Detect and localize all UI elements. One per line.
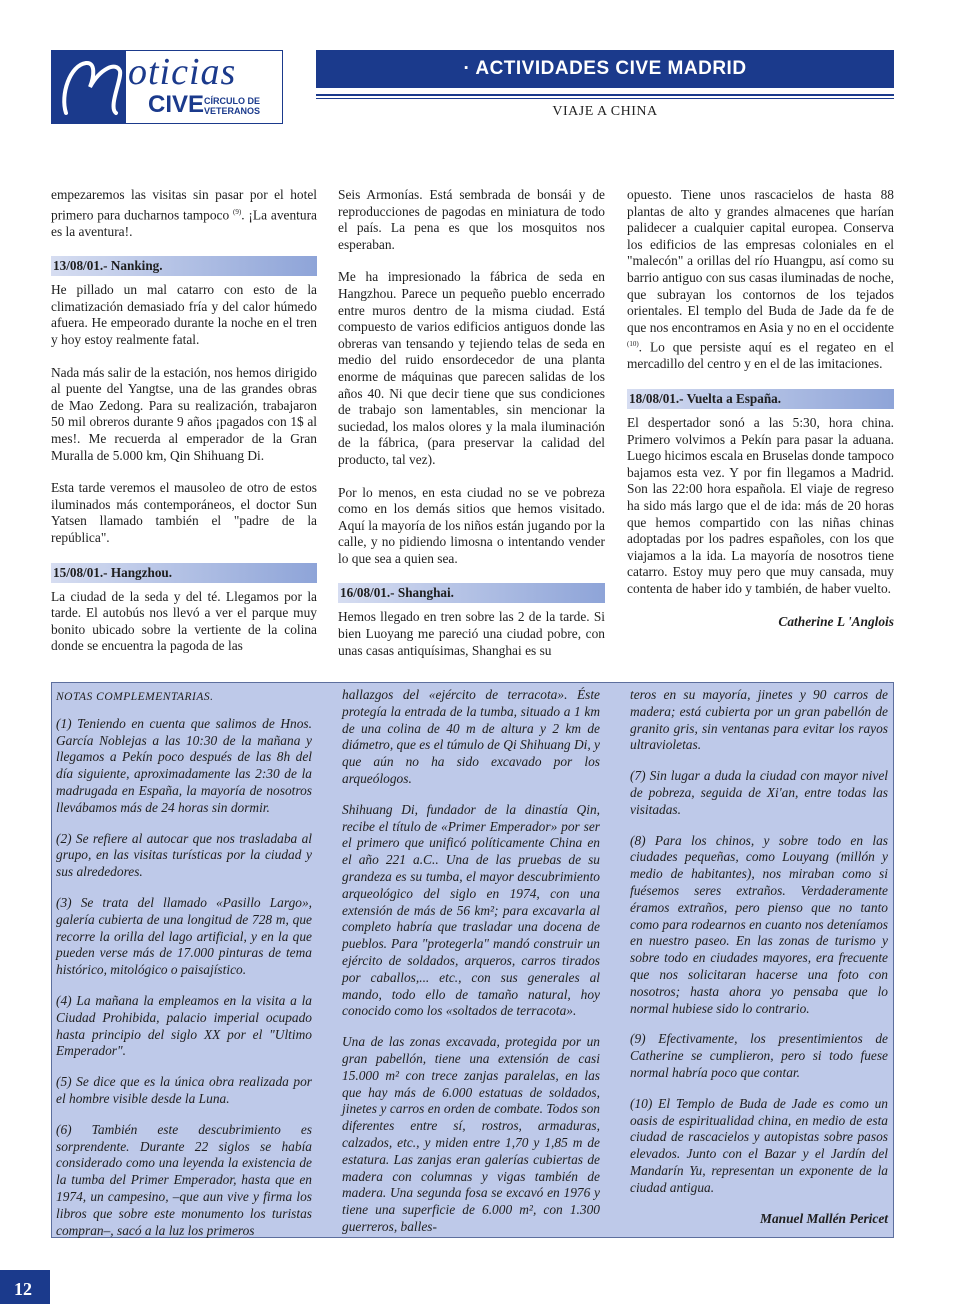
notes-column-2 — [342, 687, 600, 1236]
notes-column-3 — [630, 687, 888, 1227]
header-rule-bottom — [316, 98, 894, 99]
note: (4) La mañana la empleamos en la visita a la Ciudad Prohibida, palacio imperial ocupado hasta principio del siglo XX por el "Ultimo Emperador". — [56, 992, 312, 1059]
date-heading: 16/08/01.- Shanghai. — [338, 583, 605, 603]
magazine-logo — [51, 50, 283, 124]
header-rule-top — [316, 94, 894, 96]
logo-circulo — [204, 96, 260, 116]
note: (1) Teniendo en cuenta que salimos de Hnos. García Noblejas a las 10:30 de la mañana y llegamos a Pekín poco después de las 8h del día siguiente, aproximadamente las 2:30 de la madrugada en España, la mayoría de nosotros llevábamos más de 24 horas sin dormir. — [56, 715, 312, 815]
article-subtitle: VIAJE A CHINA — [552, 104, 658, 119]
paragraph: La ciudad de la seda y del té. Llegamos por la tarde. El autobús nos llevó a ver el parque muy bonito ubicado sobre la vertiente de la colina donde se encuentra la pagoda de las — [51, 588, 317, 654]
paragraph: Hemos llegado en tren sobre las 2 de la tarde. Si bien Luoyang me pareció una ciudad pobre, con unas casas antiquísimas, Shanghai es su — [338, 609, 605, 658]
note: Shihuang Di, fundador de la dinastía Qin, recibe el título de «Primer Emperador» por ser el primero que unificó políticamente China en el año 221 a.C.. Una de las pruebas de su grandeza es su tumba, el mayor descubrimiento arqueológico del siglo en 1974, con una extensión de más de 56 km²; para excavarla al completo habría que trasladar una docena de pueblos. Para "protegerla" mandó construir un ejército de soldados, arqueros, carros tirados por caballos,... etc., con sus generales al mando, todo ello de tamaño natural, hoy conocido como los «soltados de terracota». — [342, 801, 600, 1019]
date-heading: 18/08/01.- Vuelta a España. — [627, 389, 894, 409]
notes-column-1 — [56, 689, 312, 1239]
note: Una de las zonas excavada, protegida por un gran pabellón, tiene una extensión de casi 15.000 m² con trece zanjas paralelas, en las que hay más de 6.000 estatuas de soldados, jinetes y carros en orden de combate. Todos son diferentes entre sí, rostros, armaduras, calzados, etc., y miden entre 1,70 y 1,85 m de estatura. Las zanjas eran galerías cubiertas de madera con columnas y vigas también de madera. Una segunda fosa se excavó en 1976 y tiene una superficie de 6.000 m², con 1.300 guerreros, balles- — [342, 1034, 600, 1234]
paragraph: empezaremos las visitas sin pasar por el hotel primero para ducharnos tampoco $^{(9)}$. ¡La aventura es la aventura!. — [51, 187, 317, 239]
note: teros en su mayoría, jinetes y 90 carros de madera; está cubierta por un gran pabellón de granito gris, sin ventanas para evitar los rayos ultravioletas. — [630, 687, 888, 753]
footnote-ref: (9) — [233, 207, 242, 216]
note: (7) Sin lugar a duda la ciudad con mayor nivel de pobreza, seguida de Xi'an, entre todas las visitadas. — [630, 768, 888, 817]
paragraph: opuesto. Tiene unos rascacielos de hasta 88 plantas de alto y grandes almacenes que harían palidecer a cualquier capital europea. Conserva los edificios de las empresas coloniales en el "malecón" a orillas del río Huangpu, así como su barrio antiguo con sus casas iluminadas de noche, que subrayan los contornos de los tejados orientales. El templo del Buda de Jade da fe de que nos encontramos en Asia y no en el occidente $^{(10)}$. Lo que persiste aquí es el regateo en el mercadillo del centro y en el de las imitaciones. — [627, 187, 894, 372]
note: (5) Se dice que es la única obra realizada por el hombre visible desde la Luna. — [56, 1074, 312, 1106]
note: (2) Se refiere al autocar que nos trasladaba al grupo, en las visitas turísticas por la ciudad y sus alrededores. — [56, 830, 312, 880]
notes-signature: Manuel Mallén Pericet — [760, 1210, 888, 1226]
note: (10) El Templo de Buda de Jade es como un oasis de espiritualidad china, en medio de esta ciudad de rascacielos y autopistas sobre pasos elevados. Junto con el Bazar y el Jardín del Mandarín Yu, representan un exponente de la ciudad antigua. — [630, 1095, 888, 1195]
article-column-2 — [338, 187, 605, 659]
logo-circulo-line2: VETERANOS — [204, 106, 261, 116]
note: (3) Se trata del llamado «Pasillo Largo», galería cubierta de una longitud de 728 m, que recorre la orilla del lago artificial, y en la que pueden verse más de 17.000 pinturas de tema histórico, mitológico o paisajístico. — [56, 894, 312, 978]
notes-box — [51, 682, 894, 1238]
notes-title: NOTAS COMPLEMENTARIAS. — [56, 691, 214, 703]
note: (6) También este descubrimiento es sorprendente. Durante 22 siglos se había considerado como una leyenda la existencia de la tumba del Primer Emperador, hasta que en 1974, un campesino, –que aun vive y firma los libros que sobre este monumento los turistas compran–, sacó a la luz los primeros — [56, 1121, 312, 1238]
logo-word: oticias — [128, 51, 237, 93]
note: (8) Para los chinos, y sobre todo en las ciudades pequeñas, como Louyang (millón y medio de habitantes), nos miraban como si fuésemos seres extraños. Verdaderamente éramos extraños, pero pienso que no tanto como para rodearnos en cuanto nos deteníamos en nuestro paseo. En las zonas de turismo y sobre todo en ciudades mayores, era frecuente que nos solicitaran hacerse una foto con nosotros; hasta ahora yo pensaba que lo normal hubiese sido lo contrario. — [630, 832, 888, 1016]
author-signature: Catherine L 'Anglois — [778, 613, 894, 629]
logo-n-glyph — [56, 55, 126, 121]
paragraph: He pillado un mal catarro con esto de la climatización demasiado fría y del calor húmedo afuera. He empeorado durante la noche en el tren y hoy estoy realmente fatal. — [51, 282, 317, 348]
page-number: 12 — [0, 1270, 50, 1304]
paragraph: Me ha impresionado la fábrica de seda en Hangzhou. Parece un pequeño pueblo encerrado entre muros dentro de la misma ciudad. Está compuesto de varios edificios antiguos donde las obreras van tensando y tejiendo telas de seda en medio del ruido ensordecedor de una planta enorme de máquinas que parecen salidas de los años 40. Ni que decir tiene que sus condiciones de trabajo son lamentables, sin mencionar la suciedad, los malos olores y la mala iluminación de la fábrica, (para preservar la calidad del producto, tal vez). — [338, 269, 605, 467]
note: (9) Efectivamente, los presentimientos de Catherine se cumplieron, pero si todo fuese normal habría poco que contar. — [630, 1031, 888, 1080]
paragraph: Por lo menos, en esta ciudad no se ve pobreza como en los demás sitios que hemos visitado. Aquí la mayoría de los niños están jugando por la calle, y no pidiendo limosna o intentando vender lo que sea a quien sea. — [338, 484, 605, 566]
logo-cive: CIVE — [148, 91, 205, 118]
paragraph: Esta tarde veremos el mausoleo de otro de estos iluminados más contemporáneos, el doctor Sun Yatsen llamado también el "padre de la república". — [51, 480, 317, 545]
section-banner: · ACTIVIDADES CIVE MADRID — [316, 50, 894, 88]
paragraph: Nada más salir de la estación, nos hemos dirigido al puente del Yangtse, una de las grandes obras de Mao Zedong. Para su realización, trabajaron 50 mil obreros durante 9 años ¡pagados con 1$ al mes!. Me recuerda al emperador de la Gran Muralla de 5.000 km, Qin Shihuang Di. — [51, 364, 317, 463]
logo-circulo-line1: CÍRCULO DE — [204, 96, 260, 106]
paragraph: El despertador sonó a las 5:30, hora china. Primero volvimos a Pekín para pasar la aduana. Luego hicimos escala en Bruselas donde tampoco bajamos esta vez. Y por fin llegamos a Madrid. Son las 22:00 hora española. El viaje de regreso ha sido más largo que el de ida: más de 20 horas que hemos compartido con las niñas chinas adoptadas por los padres españoles, con los que viajamos a la ida. La mayoría de nosotros tiene catarro. Estoy muy pero que muy cansada, muy contenta de haber ido y también, de haber vuelto. — [627, 415, 894, 596]
article-column-1 — [51, 187, 317, 655]
date-heading: 15/08/01.- Hangzhou. — [51, 563, 317, 583]
date-heading: 13/08/01.- Nanking. — [51, 256, 317, 276]
article-column-3 — [627, 187, 894, 630]
footnote-ref: (10) — [627, 340, 639, 349]
paragraph: Seis Armonías. Está sembrada de bonsái y de reproducciones de pagodas en miniatura de todo el país. La pena es que los mosquitos nos esperaban. — [338, 187, 605, 252]
note: hallazgos del «ejército de terracota». Éste protegía la entrada de la tumba, situado a 1 km de una colina de 40 m de altura y 2 km de diámetro, que es el túmulo de Qi Shihuang Di, y que aún no ha sido excavado por los arqueólogos. — [342, 687, 600, 786]
